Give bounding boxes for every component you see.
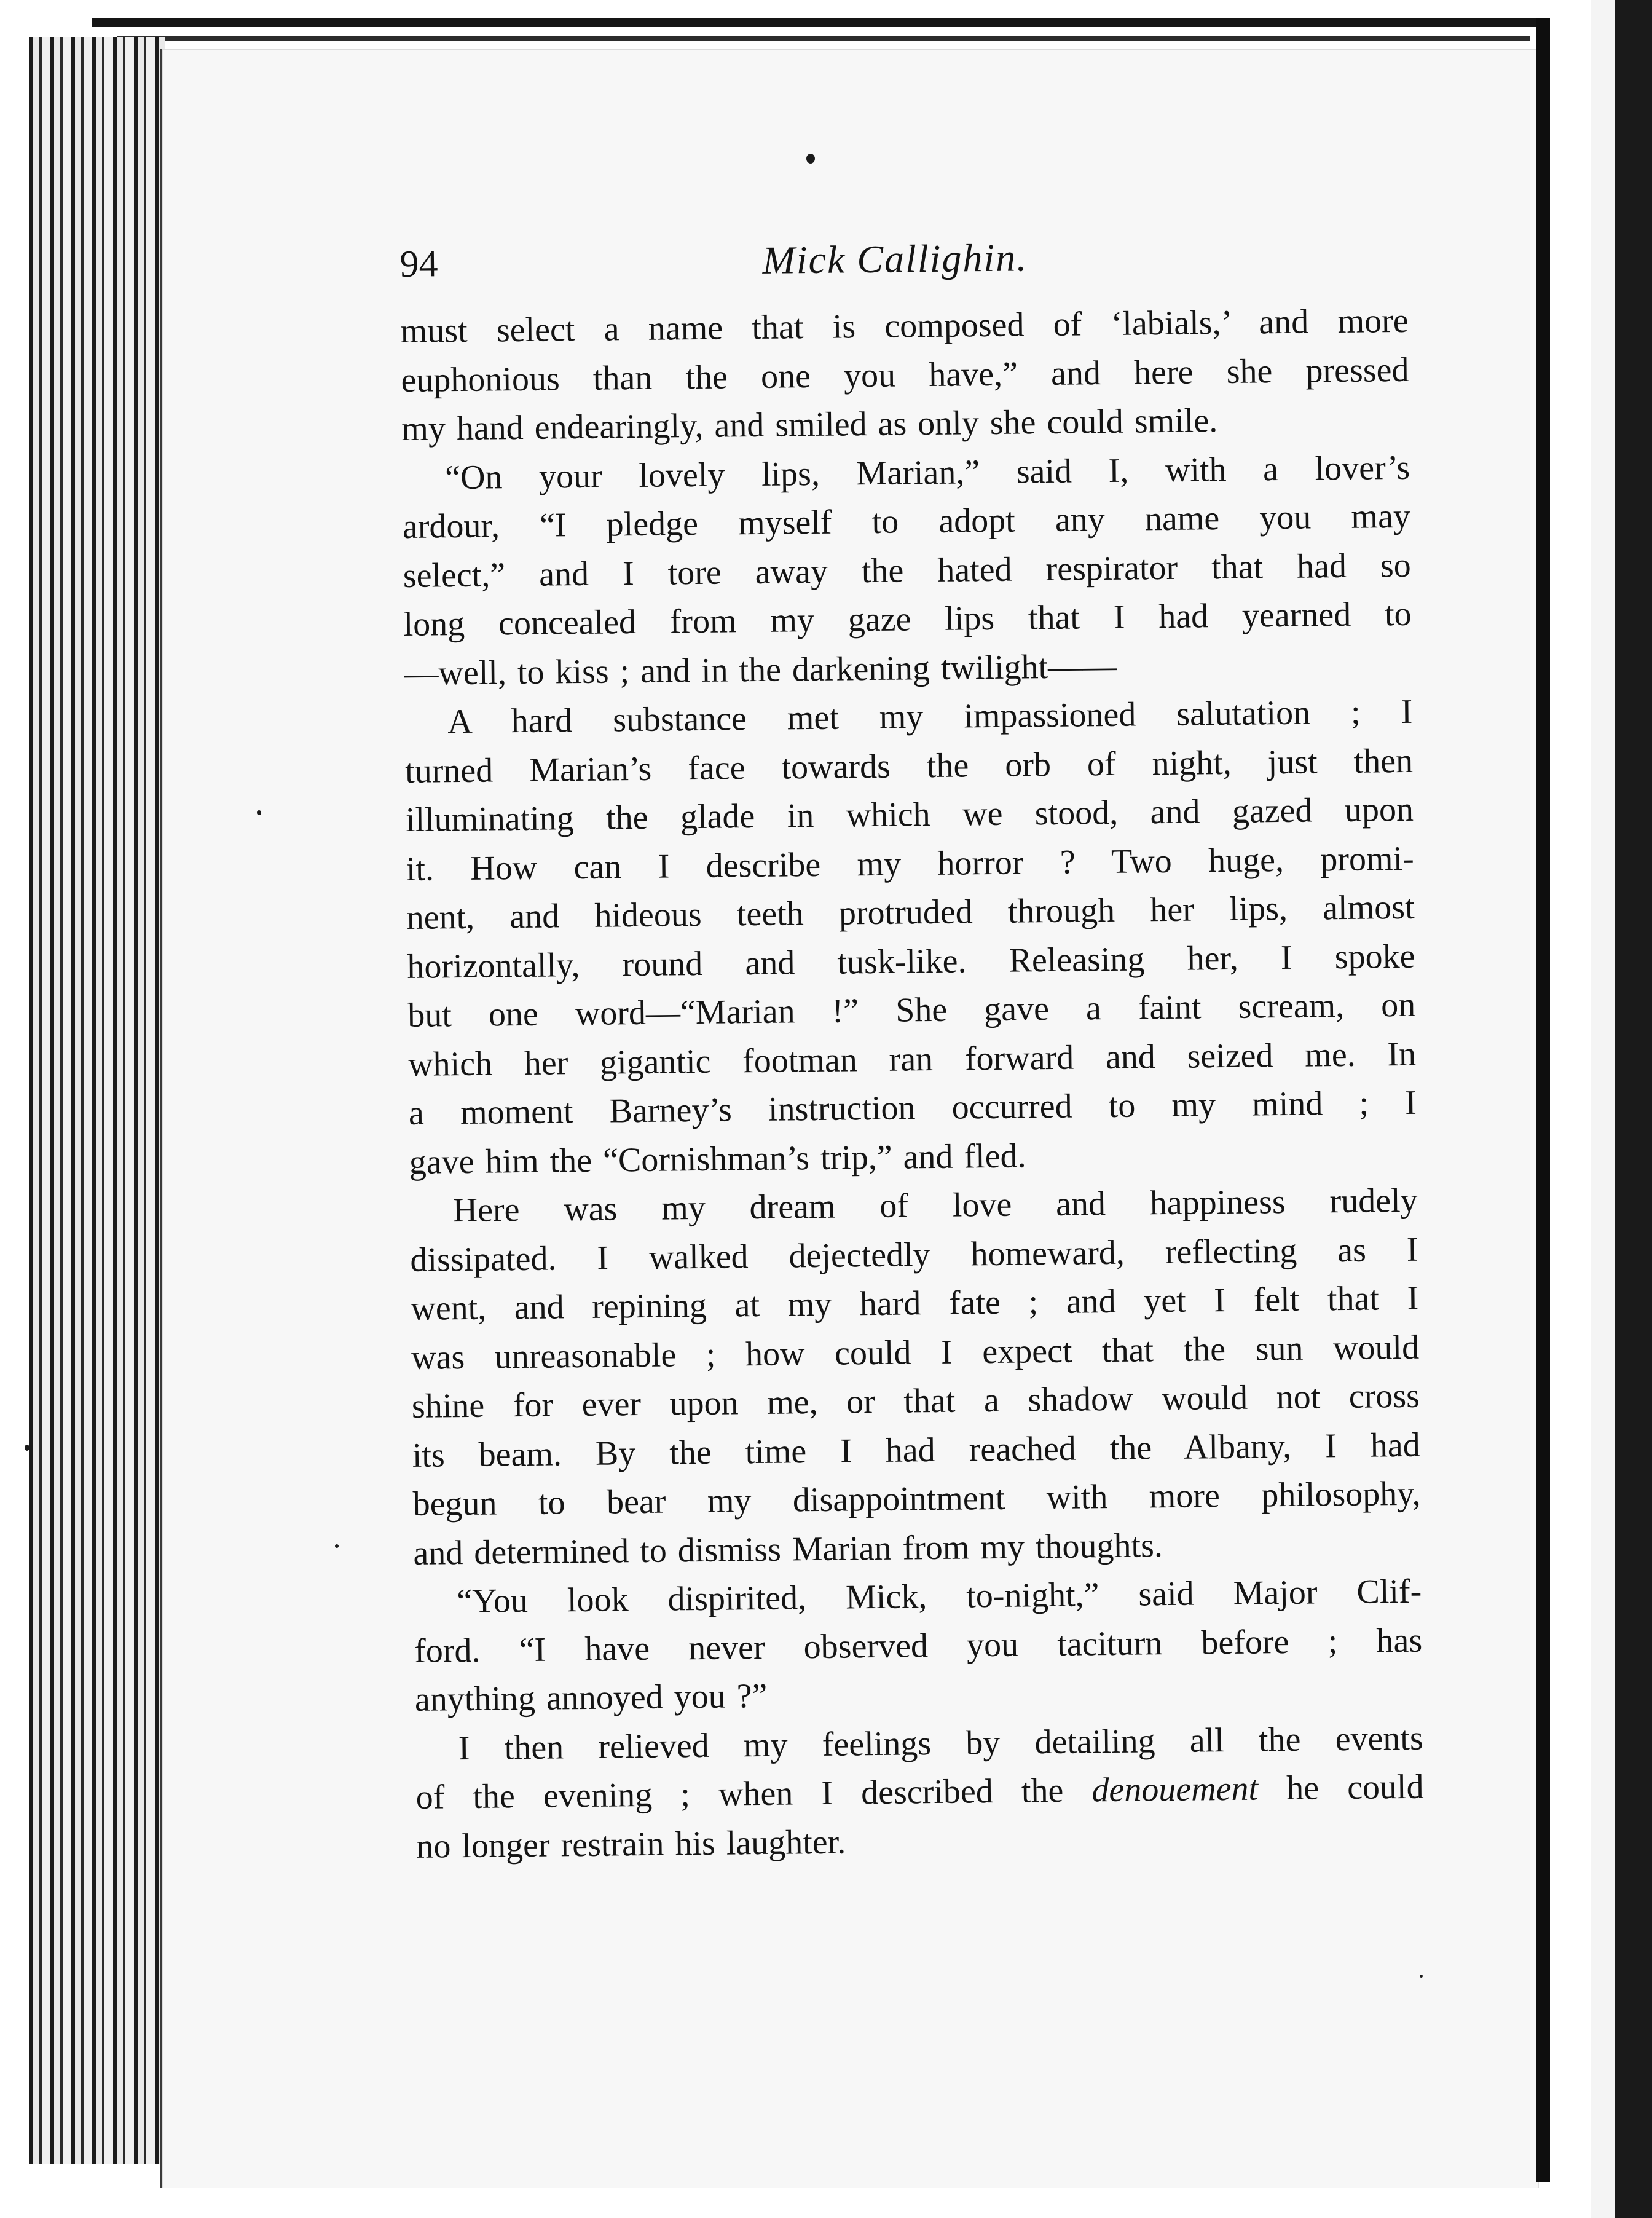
text-line: shine for ever upon me, or that a shadow would not cross <box>411 1376 1420 1426</box>
paragraph <box>414 1568 1423 1725</box>
paragraph <box>415 1714 1424 1871</box>
text-line: long concealed from my gaze lips that I had yearned to <box>403 594 1412 644</box>
text-line: Here was my dream of love and happiness rudely <box>452 1181 1418 1230</box>
text-line: —well, to kiss ; and in the darkening twilight—— <box>404 647 1117 693</box>
text-line: euphonious than the one you have,” and here she pressed <box>401 350 1409 400</box>
text-line: which her gigantic footman ran forward and seized me. In <box>407 1035 1417 1084</box>
text-line: illuminating the glade in which we stood, and gazed upon <box>405 790 1414 839</box>
text-line: I then relieved my feelings by detailing all the events <box>458 1719 1424 1767</box>
text-line: A hard substance met my impassioned salutation ; I <box>447 692 1413 741</box>
text-line: ford. “I have never observed you taciturn before ; has <box>414 1621 1423 1670</box>
scan-speck <box>335 1544 339 1548</box>
text-line: ardour, “I pledge myself to adopt any name you may <box>402 497 1411 546</box>
paragraph <box>400 297 1409 454</box>
scan-speck <box>25 1445 30 1451</box>
running-head <box>399 223 1408 295</box>
text-line: “On your lovely lips, Marian,” said I, with a lover’s <box>444 448 1410 497</box>
text-fragment: of the evening ; when I described the <box>415 1771 1092 1817</box>
text-line: select,” and I tore away the hated respirator that had so <box>403 546 1412 595</box>
text-line: turned Marian’s face towards the orb of night, just then <box>404 741 1414 791</box>
book-top-edge-inner <box>117 36 1530 41</box>
text-line: nent, and hideous teeth protruded through her lips, almost <box>406 888 1415 937</box>
text-line: a moment Barney’s instruction occurred to my mind ; I <box>408 1083 1417 1132</box>
text-line: it. How can I describe my horror ? Two huge, promi- <box>406 839 1415 888</box>
text-line: gave him the “Cornishman’s trip,” and fled. <box>409 1136 1026 1182</box>
text-line: horizontally, round and tusk-like. Releasing her, I spoke <box>407 937 1415 986</box>
text-fragment: he could <box>1257 1767 1424 1808</box>
book-top-edge <box>92 18 1549 27</box>
text-line: anything annoyed you ?” <box>414 1676 768 1719</box>
text-line: was unreasonable ; how could I expect that the sun would <box>411 1328 1420 1377</box>
running-title: Mick Callighin. <box>762 235 1028 282</box>
text-line: begun to bear my disappointment with more philosophy, <box>412 1474 1421 1523</box>
text-line: its beam. By the time I had reached the Albany, I had <box>412 1426 1421 1475</box>
paragraph <box>404 688 1417 1187</box>
facing-page-edge <box>1566 0 1652 2218</box>
scan-speck <box>257 810 261 815</box>
text-line: and determined to dismiss Marian from my thoughts. <box>413 1526 1163 1573</box>
text-line: went, and repining at my hard fate ; and yet I felt that I <box>410 1279 1419 1328</box>
text-line: must select a name that is composed of ‘labials,’ and more <box>400 301 1409 350</box>
page-content <box>399 223 1425 1871</box>
page-number: 94 <box>399 243 438 285</box>
paragraph <box>409 1177 1422 1578</box>
paragraph <box>402 443 1412 698</box>
emphasized-word: denouement <box>1092 1769 1259 1810</box>
text-line: but one word—“Marian !” She gave a faint scream, on <box>407 985 1416 1035</box>
text-line: my hand endearingly, and smiled as only she could smile. <box>401 401 1218 448</box>
text-line: dissipated. I walked dejectedly homeward, reflecting as I <box>410 1230 1418 1279</box>
text-line: “You look dispirited, Mick, to-night,” said Major Clif- <box>456 1572 1422 1621</box>
book-spine-edge <box>1536 18 1550 2182</box>
scan-speck <box>806 154 815 164</box>
page-edges-stack <box>30 37 165 2164</box>
scan-speck <box>1420 1975 1423 1978</box>
text-line: no longer restrain his laughter. <box>416 1823 846 1866</box>
body-text <box>400 297 1423 1725</box>
